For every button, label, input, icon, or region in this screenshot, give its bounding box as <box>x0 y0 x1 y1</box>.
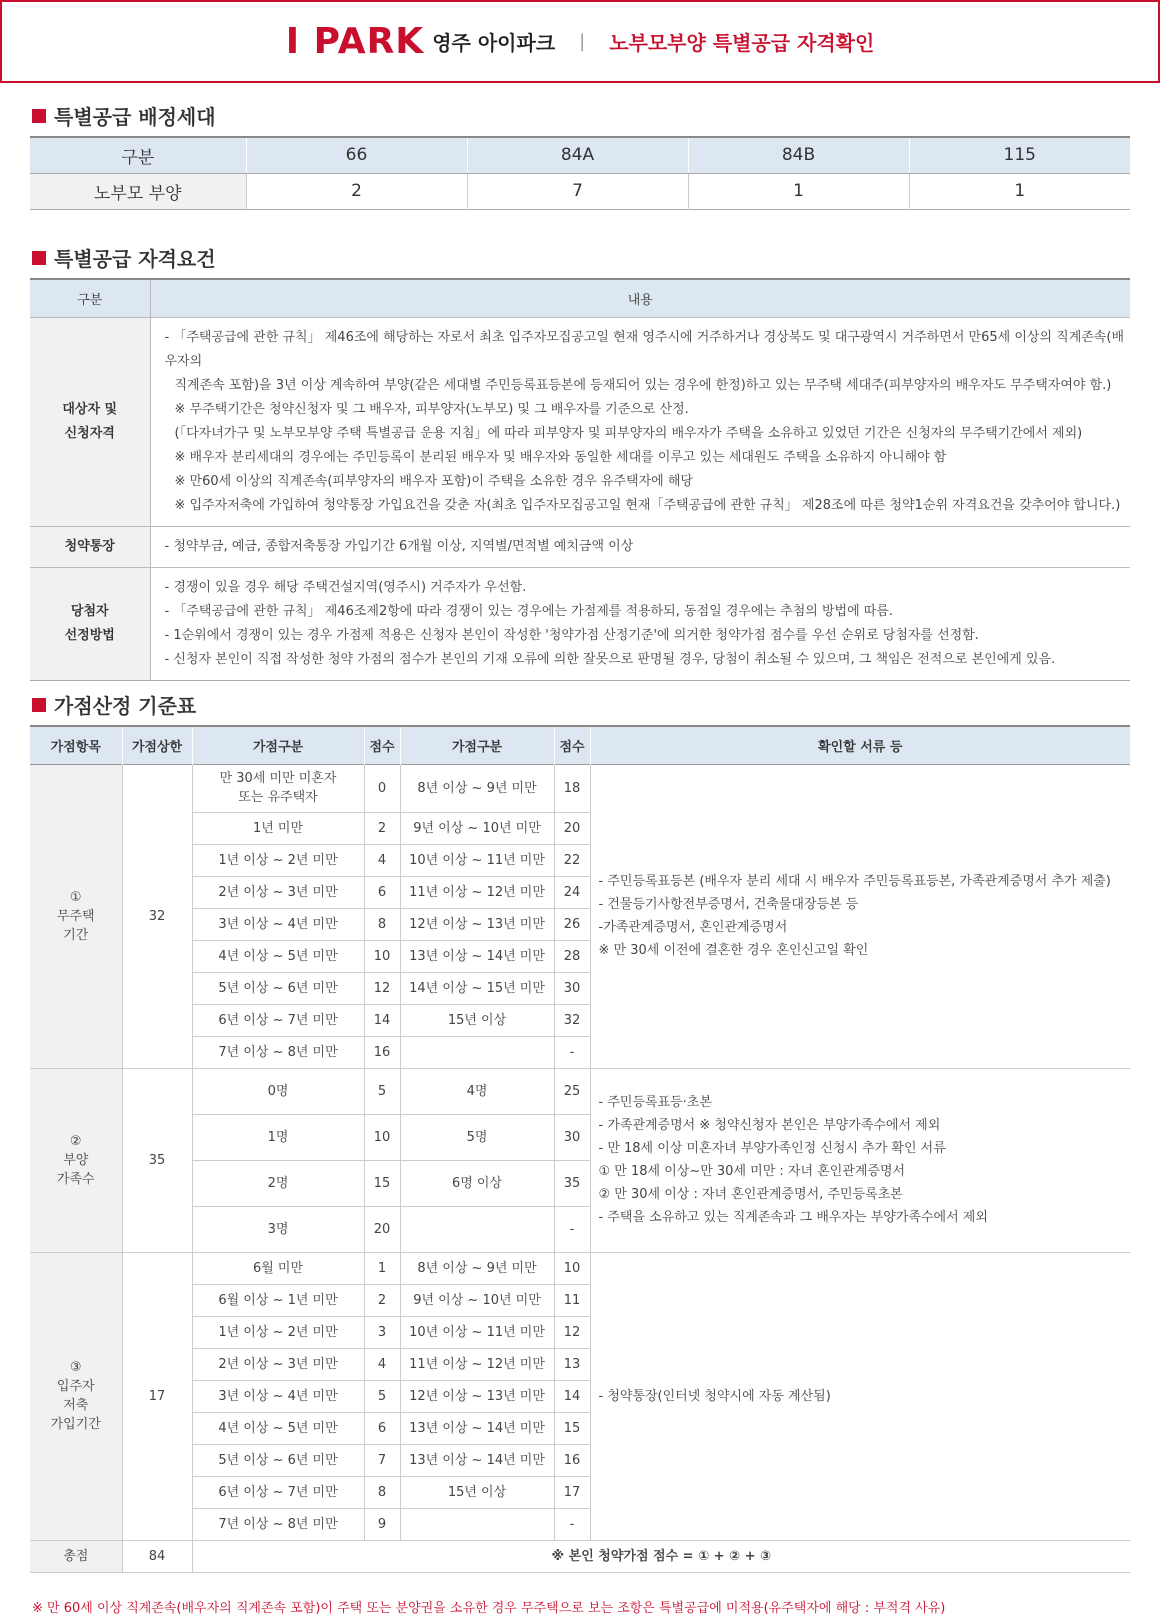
category-right: 15년 이상 <box>400 1476 554 1508</box>
category-right: 10년 이상 ~ 11년 미만 <box>400 844 554 876</box>
score-max: 32 <box>122 764 192 1068</box>
category-right: 11년 이상 ~ 12년 미만 <box>400 876 554 908</box>
row-label: 청약통장 <box>30 526 150 567</box>
content-line: - 경쟁이 있을 경우 해당 주택건설지역(영주시) 거주자가 우선함. <box>164 579 527 595</box>
score-right: - <box>554 1508 590 1540</box>
content-line: ※ 배우자 분리세대의 경우에는 주민등록이 분리된 배우자 및 배우자와 동일한 세대를 이루고 있는 세대원도 주택을 소유하지 아니해야 함 <box>174 449 947 465</box>
table-row <box>30 567 1130 680</box>
category-right: 11년 이상 ~ 12년 미만 <box>400 1348 554 1380</box>
category-right: 14년 이상 ~ 15년 미만 <box>400 972 554 1004</box>
category-right: 8년 이상 ~ 9년 미만 <box>400 764 554 812</box>
required-documents <box>590 764 1130 1068</box>
category-right: 13년 이상 ~ 14년 미만 <box>400 1444 554 1476</box>
header-cell: 확인할 서류 등 <box>590 726 1130 764</box>
table-cell: 1 <box>688 173 909 209</box>
score-right: 20 <box>554 812 590 844</box>
category-left: 2명 <box>192 1160 364 1206</box>
score-right: 16 <box>554 1444 590 1476</box>
category-left: 6월 미만 <box>192 1252 364 1284</box>
category-left: 6년 이상 ~ 7년 미만 <box>192 1004 364 1036</box>
document-line: - 만 18세 이상 미혼자녀 부양가족인정 신청시 추가 확인 서류 <box>598 1141 946 1156</box>
category-left: 4년 이상 ~ 5년 미만 <box>192 1412 364 1444</box>
row-label: 노부모 부양 <box>30 173 246 209</box>
header-cell: 구분 <box>30 137 246 173</box>
table-row <box>30 526 1130 567</box>
page-header <box>0 0 1160 83</box>
section-title-score-table <box>32 690 196 719</box>
category-right: 4명 <box>400 1068 554 1114</box>
score-left: 12 <box>364 972 400 1004</box>
category-left: 1년 이상 ~ 2년 미만 <box>192 1316 364 1348</box>
score-left: 1 <box>364 1252 400 1284</box>
row-label: 당첨자 선정방법 <box>30 567 150 680</box>
complex-name: 영주 아이파크 <box>432 31 556 55</box>
score-left: 15 <box>364 1160 400 1206</box>
category-right: 9년 이상 ~ 10년 미만 <box>400 812 554 844</box>
total-label: 총점 <box>30 1540 122 1572</box>
table-row <box>30 764 1130 812</box>
category-right: 13년 이상 ~ 14년 미만 <box>400 1412 554 1444</box>
category-right <box>400 1508 554 1540</box>
score-left: 8 <box>364 1476 400 1508</box>
score-right: 30 <box>554 972 590 1004</box>
score-left: 5 <box>364 1068 400 1114</box>
category-left: 1명 <box>192 1114 364 1160</box>
table-row <box>30 1252 1130 1284</box>
table-row <box>30 173 1130 209</box>
category-left: 5년 이상 ~ 6년 미만 <box>192 1444 364 1476</box>
ipark-logo: I PARK <box>285 21 425 62</box>
required-documents <box>590 1068 1130 1252</box>
document-line: ※ 만 30세 이전에 결혼한 경우 혼인신고일 확인 <box>598 943 869 958</box>
category-left: 만 30세 미만 미혼자 또는 유주택자 <box>192 764 364 812</box>
header-cell: 가점구분 <box>192 726 364 764</box>
row-label: 대상자 및 신청자격 <box>30 317 150 526</box>
section-title-allocation <box>32 101 216 130</box>
document-line: - 건물등기사항전부증명서, 건축물대장등본 등 <box>598 897 859 912</box>
category-right: 12년 이상 ~ 13년 미만 <box>400 1380 554 1412</box>
score-left: 3 <box>364 1316 400 1348</box>
table-row <box>30 1068 1130 1114</box>
row-content <box>150 526 1130 567</box>
score-right: - <box>554 1036 590 1068</box>
required-documents <box>590 1252 1130 1540</box>
total-row <box>30 1540 1130 1572</box>
score-right: 28 <box>554 940 590 972</box>
category-left: 3년 이상 ~ 4년 미만 <box>192 908 364 940</box>
score-left: 4 <box>364 844 400 876</box>
score-left: 16 <box>364 1036 400 1068</box>
category-left: 3년 이상 ~ 4년 미만 <box>192 1380 364 1412</box>
score-right: 30 <box>554 1114 590 1160</box>
category-left: 6년 이상 ~ 7년 미만 <box>192 1476 364 1508</box>
score-left: 2 <box>364 1284 400 1316</box>
score-right: 22 <box>554 844 590 876</box>
score-right: 12 <box>554 1316 590 1348</box>
score-left: 8 <box>364 908 400 940</box>
score-right: 10 <box>554 1252 590 1284</box>
header-cell: 구분 <box>30 279 150 317</box>
score-left: 0 <box>364 764 400 812</box>
category-left: 1년 이상 ~ 2년 미만 <box>192 844 364 876</box>
score-max: 35 <box>122 1068 192 1252</box>
category-right <box>400 1036 554 1068</box>
category-right: 6명 이상 <box>400 1160 554 1206</box>
table-cell: 1 <box>909 173 1130 209</box>
header-cell: 84B <box>688 137 909 173</box>
score-item-label: ③ 입주자 저축 가입기간 <box>30 1252 122 1540</box>
category-left: 5년 이상 ~ 6년 미만 <box>192 972 364 1004</box>
score-table <box>30 725 1130 1573</box>
square-bullet-icon <box>32 109 46 123</box>
category-right: 5명 <box>400 1114 554 1160</box>
category-left: 7년 이상 ~ 8년 미만 <box>192 1508 364 1540</box>
content-line: ※ 무주택기간은 청약신청자 및 그 배우자, 피부양자(노부모) 및 그 배우자를 기준으로 산정. <box>174 401 689 417</box>
score-left: 4 <box>364 1348 400 1380</box>
score-item-label: ② 부양 가족수 <box>30 1068 122 1252</box>
content-line: (「다자녀가구 및 노부모부양 주택 특별공급 운용 지침」에 따라 피부양자 및 피부양자의 배우자가 주택을 소유하고 있었던 기간은 신청자의 무주택기간에서 제외) <box>174 425 1083 441</box>
category-right: 10년 이상 ~ 11년 미만 <box>400 1316 554 1348</box>
table-cell: 2 <box>246 173 467 209</box>
section-title-requirements <box>32 243 216 272</box>
row-content <box>150 567 1130 680</box>
table-cell: 7 <box>467 173 688 209</box>
document-line: - 주택을 소유하고 있는 직계존속과 그 배우자는 부양가족수에서 제외 <box>598 1210 988 1225</box>
section-title-text: 특별공급 배정세대 <box>54 105 216 129</box>
category-left: 6월 이상 ~ 1년 미만 <box>192 1284 364 1316</box>
score-right: 11 <box>554 1284 590 1316</box>
document-line: - 주민등록표등·초본 <box>598 1095 712 1110</box>
score-left: 10 <box>364 1114 400 1160</box>
category-left: 3명 <box>192 1206 364 1252</box>
category-left: 7년 이상 ~ 8년 미만 <box>192 1036 364 1068</box>
content-line: - 「주택공급에 관한 규칙」 제46조에 해당하는 자로서 최초 입주자모집공고일 현재 영주시에 거주하거나 경상북도 및 대구광역시 거주하면서 만65세 이상의 직계존속(배우자의 <box>164 329 1124 369</box>
score-right: 18 <box>554 764 590 812</box>
score-right: 26 <box>554 908 590 940</box>
section-title-text: 가점산정 기준표 <box>54 694 197 718</box>
content-line: ※ 만60세 이상의 직계존속(피부양자의 배우자 포함)이 주택을 소유한 경우 유주택자에 해당 <box>174 473 693 489</box>
category-left: 0명 <box>192 1068 364 1114</box>
score-left: 7 <box>364 1444 400 1476</box>
category-right: 15년 이상 <box>400 1004 554 1036</box>
row-content <box>150 317 1130 526</box>
table-header-row <box>30 279 1130 317</box>
score-right: 13 <box>554 1348 590 1380</box>
content-line: - 「주택공급에 관한 규칙」 제46조제2항에 따라 경쟁이 있는 경우에는 가점제를 적용하되, 동점일 경우에는 추첨의 방법에 따름. <box>164 603 894 619</box>
header-cell: 115 <box>909 137 1130 173</box>
footnote: ※ 만 60세 이상 직계존속(배우자의 직계존속 포함)이 주택 또는 분양권을 소유한 경우 무주택으로 보는 조항은 특별공급에 미적용(유주택자에 해당 : 부적격 사유) <box>32 1601 946 1616</box>
score-left: 10 <box>364 940 400 972</box>
score-right: 32 <box>554 1004 590 1036</box>
requirements-table <box>30 278 1130 681</box>
header-cell: 가점항목 <box>30 726 122 764</box>
header-cell: 66 <box>246 137 467 173</box>
score-right: 17 <box>554 1476 590 1508</box>
document-line: - 주민등록표등본 (배우자 분리 세대 시 배우자 주민등록표등본, 가족관계증명서 추가 제출) <box>598 874 1111 889</box>
score-right: 35 <box>554 1160 590 1206</box>
document-line: ① 만 18세 이상~만 30세 미만 : 자녀 혼인관계증명서 <box>598 1164 906 1179</box>
category-left: 2년 이상 ~ 3년 미만 <box>192 876 364 908</box>
category-right: 13년 이상 ~ 14년 미만 <box>400 940 554 972</box>
header-cell: 가점구분 <box>400 726 554 764</box>
score-right: 24 <box>554 876 590 908</box>
content-line: ※ 입주자저축에 가입하여 청약통장 가입요건을 갖춘 자(최초 입주자모집공고일 현재「주택공급에 관한 규칙」 제28조에 따른 청약1순위 자격요건을 갖추어야 합니다.) <box>174 497 1121 513</box>
score-right: 25 <box>554 1068 590 1114</box>
header-cell: 84A <box>467 137 688 173</box>
content-line: - 1순위에서 경쟁이 있는 경우 가점제 적용은 신청자 본인이 작성한 '청약가점 산정기준'에 의거한 청약가점 점수를 우선 순위로 당첨자를 선정함. <box>164 627 979 643</box>
category-right: 12년 이상 ~ 13년 미만 <box>400 908 554 940</box>
score-right: - <box>554 1206 590 1252</box>
score-left: 6 <box>364 876 400 908</box>
header-cell: 점수 <box>364 726 400 764</box>
score-right: 15 <box>554 1412 590 1444</box>
score-left: 5 <box>364 1380 400 1412</box>
document-line: - 청약통장(인터넷 청약시에 자동 계산됨) <box>598 1388 831 1404</box>
category-left: 1년 미만 <box>192 812 364 844</box>
table-header-row <box>30 726 1130 764</box>
score-left: 9 <box>364 1508 400 1540</box>
page-title: 노부모부양 특별공급 자격확인 <box>609 31 875 55</box>
score-right: 14 <box>554 1380 590 1412</box>
table-row <box>30 317 1130 526</box>
allocation-table <box>30 136 1130 210</box>
header-cell: 내용 <box>150 279 1130 317</box>
square-bullet-icon <box>32 698 46 712</box>
header-cell: 가점상한 <box>122 726 192 764</box>
content-line: - 신청자 본인이 직접 작성한 청약 가점의 점수가 본인의 기재 오류에 의한 잘못으로 판명될 경우, 당첨이 취소될 수 있으며, 그 책임은 전적으로 본인에게 있음. <box>164 651 1056 667</box>
score-left: 14 <box>364 1004 400 1036</box>
content-line: - 청약부금, 예금, 종합저축통장 가입기간 6개월 이상, 지역별/면적별 예치금액 이상 <box>164 538 634 554</box>
category-right: 8년 이상 ~ 9년 미만 <box>400 1252 554 1284</box>
score-max: 17 <box>122 1252 192 1540</box>
category-right: 9년 이상 ~ 10년 미만 <box>400 1284 554 1316</box>
score-left: 20 <box>364 1206 400 1252</box>
total-value: 84 <box>122 1540 192 1572</box>
header-separator: | <box>579 31 586 52</box>
table-header-row <box>30 137 1130 173</box>
section-title-text: 특별공급 자격요건 <box>54 247 216 271</box>
category-left: 4년 이상 ~ 5년 미만 <box>192 940 364 972</box>
document-line: -가족관계증명서, 혼인관계증명서 <box>598 920 788 935</box>
document-line: ② 만 30세 이상 : 자녀 혼인관계증명서, 주민등록초본 <box>598 1187 903 1202</box>
category-right <box>400 1206 554 1252</box>
score-item-label: ① 무주택 기간 <box>30 764 122 1068</box>
header-cell: 점수 <box>554 726 590 764</box>
score-left: 2 <box>364 812 400 844</box>
score-left: 6 <box>364 1412 400 1444</box>
category-left: 2년 이상 ~ 3년 미만 <box>192 1348 364 1380</box>
total-formula: ※ 본인 청약가점 점수 = ① + ② + ③ <box>192 1540 1130 1572</box>
document-line: - 가족관계증명서 ※ 청약신청자 본인은 부양가족수에서 제외 <box>598 1118 941 1133</box>
content-line: 직계존속 포함)을 3년 이상 계속하여 부양(같은 세대별 주민등록표등본에 등재되어 있는 경우에 한정)하고 있는 무주택 세대주(피부양자의 배우자도 무주택자여야 함.) <box>174 377 1112 393</box>
square-bullet-icon <box>32 251 46 265</box>
